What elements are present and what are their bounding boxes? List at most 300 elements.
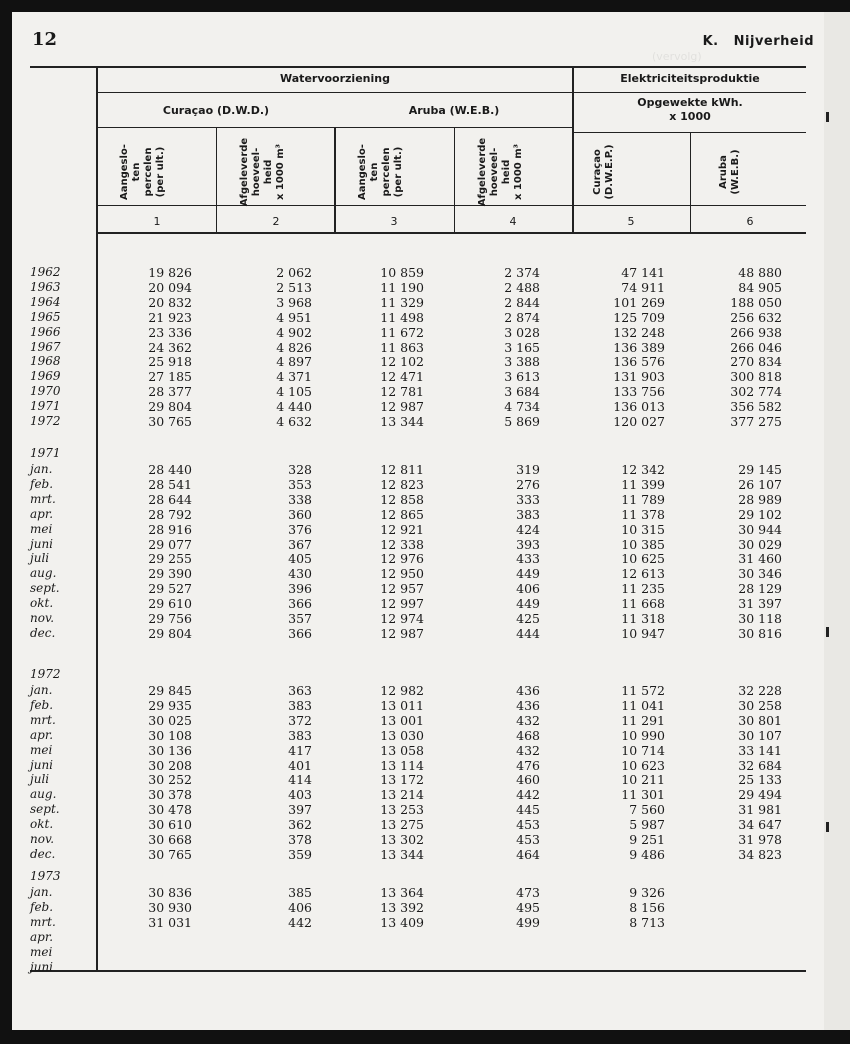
cell-col-5: 101 269 bbox=[613, 294, 665, 310]
cell-col-2: 366 bbox=[288, 596, 312, 612]
row-label: feb. bbox=[30, 697, 54, 712]
row-label: juni bbox=[30, 959, 54, 974]
cell-col-6: 30 346 bbox=[738, 566, 782, 582]
cell-col-5: 11 572 bbox=[621, 683, 665, 698]
cell-col-5: 11 318 bbox=[621, 611, 665, 626]
row-label: juni bbox=[30, 536, 54, 551]
water-electric-divider bbox=[572, 66, 574, 234]
cell-col-4: 3 028 bbox=[504, 324, 540, 340]
block-year-label: 1971 bbox=[30, 446, 61, 460]
col-number-3: 3 bbox=[390, 215, 398, 228]
cell-col-6: 30 944 bbox=[738, 521, 782, 537]
cell-col-4: 2 374 bbox=[504, 265, 540, 280]
row-label: 1972 bbox=[30, 414, 61, 428]
row-label: 1967 bbox=[30, 339, 61, 354]
cell-col-3: 13 302 bbox=[380, 832, 424, 847]
cell-col-6: 302 774 bbox=[730, 384, 782, 400]
cell-col-6: 30 118 bbox=[738, 611, 782, 626]
cell-col-6: 30 816 bbox=[738, 625, 782, 641]
cell-col-4: 393 bbox=[516, 536, 540, 552]
cell-col-5: 8 713 bbox=[629, 914, 665, 930]
cell-col-3: 12 976 bbox=[380, 551, 424, 567]
cell-col-1: 30 836 bbox=[148, 885, 192, 900]
row-label: sept. bbox=[30, 802, 60, 817]
col-number-5: 5 bbox=[627, 215, 635, 228]
row-label: 1963 bbox=[30, 279, 61, 294]
cell-col-6: 256 632 bbox=[730, 309, 782, 325]
cell-col-3: 10 859 bbox=[380, 265, 424, 280]
cell-col-1: 21 923 bbox=[148, 309, 192, 325]
row-label: juni bbox=[30, 757, 54, 772]
cell-col-1: 30 108 bbox=[148, 727, 192, 743]
cell-col-6: 33 141 bbox=[738, 742, 782, 758]
cell-col-1: 29 756 bbox=[148, 611, 192, 626]
cell-col-6: 266 938 bbox=[730, 324, 782, 340]
row-label: feb. bbox=[30, 899, 54, 914]
cell-col-1: 29 610 bbox=[148, 596, 192, 612]
cell-col-2: 4 951 bbox=[276, 309, 312, 325]
cell-col-6: 31 981 bbox=[738, 802, 782, 818]
row-label: 1965 bbox=[30, 309, 61, 324]
col-header-1: Aangeslo- ten percelen (per ult.) bbox=[119, 144, 166, 200]
cell-col-2: 383 bbox=[288, 697, 312, 713]
cell-col-6: 29 145 bbox=[738, 462, 782, 477]
cell-col-2: 2 062 bbox=[276, 265, 312, 280]
block-year-label: 1972 bbox=[30, 667, 61, 681]
row-label: 1966 bbox=[30, 324, 61, 339]
cell-col-6: 29 102 bbox=[738, 506, 782, 522]
row-label: mrt. bbox=[30, 712, 56, 727]
cell-col-1: 30 025 bbox=[148, 712, 192, 728]
bleed-through-text: (vervolg) bbox=[652, 50, 702, 63]
cell-col-1: 30 765 bbox=[148, 846, 192, 862]
row-label: apr. bbox=[30, 929, 54, 944]
cell-col-2: 357 bbox=[288, 611, 312, 626]
cell-col-5: 12 342 bbox=[621, 462, 665, 477]
cell-col-4: 432 bbox=[516, 742, 540, 758]
cell-col-5: 136 576 bbox=[613, 354, 665, 370]
cell-col-3: 13 030 bbox=[380, 727, 424, 743]
cell-col-3: 13 253 bbox=[380, 802, 424, 818]
row-label: mei bbox=[30, 944, 53, 959]
cell-col-2: 359 bbox=[288, 846, 312, 862]
row-label: 1969 bbox=[30, 369, 61, 384]
cell-col-6: 32 228 bbox=[738, 683, 782, 698]
cell-col-6: 30 107 bbox=[738, 727, 782, 743]
cell-col-1: 30 208 bbox=[148, 757, 192, 773]
cell-col-2: 396 bbox=[288, 581, 312, 597]
cell-col-6: 34 647 bbox=[738, 817, 782, 833]
cell-col-1: 29 935 bbox=[148, 697, 192, 713]
row-label: feb. bbox=[30, 476, 54, 491]
cell-col-4: 453 bbox=[516, 817, 540, 833]
cell-col-1: 25 918 bbox=[148, 354, 192, 370]
cell-col-4: 276 bbox=[516, 476, 540, 492]
curacao-aruba-divider bbox=[334, 127, 336, 234]
row-label: okt. bbox=[30, 596, 54, 611]
cell-col-3: 11 498 bbox=[380, 309, 424, 325]
cell-col-3: 13 114 bbox=[380, 757, 424, 773]
col-number-6: 6 bbox=[746, 215, 754, 228]
row-label: nov. bbox=[30, 611, 55, 625]
cell-col-5: 12 613 bbox=[621, 566, 665, 582]
cell-col-5: 10 315 bbox=[621, 521, 665, 537]
block-year-label: 1973 bbox=[30, 869, 61, 883]
cell-col-3: 13 364 bbox=[380, 885, 424, 900]
cell-col-3: 11 190 bbox=[380, 279, 424, 295]
cell-col-3: 12 102 bbox=[380, 354, 424, 370]
cell-col-5: 10 714 bbox=[621, 742, 665, 758]
row-label: jan. bbox=[30, 462, 53, 476]
cell-col-1: 28 916 bbox=[148, 521, 192, 537]
cell-col-2: 403 bbox=[288, 787, 312, 803]
cell-col-3: 12 997 bbox=[380, 596, 424, 612]
cell-col-3: 12 987 bbox=[380, 625, 424, 641]
row-label: apr. bbox=[30, 506, 54, 521]
page-number: 12 bbox=[32, 29, 58, 50]
cell-col-5: 136 013 bbox=[613, 399, 665, 415]
cell-col-4: 436 bbox=[516, 683, 540, 698]
cell-col-2: 4 371 bbox=[276, 369, 312, 385]
cell-col-4: 432 bbox=[516, 712, 540, 728]
cell-col-2: 405 bbox=[288, 551, 312, 567]
cell-col-3: 12 950 bbox=[380, 566, 424, 582]
row-label: 1968 bbox=[30, 354, 61, 369]
top-rule bbox=[30, 66, 806, 68]
cell-col-1: 30 610 bbox=[148, 817, 192, 833]
row-label: juli bbox=[30, 551, 50, 566]
cell-col-5: 132 248 bbox=[613, 324, 665, 340]
cell-col-5: 133 756 bbox=[613, 384, 665, 400]
row-label: mrt. bbox=[30, 491, 56, 506]
cell-col-4: 383 bbox=[516, 506, 540, 522]
cell-col-5: 131 903 bbox=[613, 369, 665, 385]
cell-col-1: 30 136 bbox=[148, 742, 192, 758]
cell-col-2: 414 bbox=[288, 772, 312, 788]
cell-col-5: 74 911 bbox=[621, 279, 665, 295]
header-bottom-rule bbox=[96, 205, 806, 206]
cell-col-4: 319 bbox=[516, 462, 540, 477]
cell-col-2: 4 105 bbox=[276, 384, 312, 400]
cell-col-5: 11 378 bbox=[621, 506, 665, 522]
header-opgewekte-kwh: Opgewekte kWh. x 1000 bbox=[637, 96, 743, 123]
cell-col-6: 356 582 bbox=[730, 399, 782, 415]
cell-col-1: 29 804 bbox=[148, 399, 192, 415]
row-label: dec. bbox=[30, 625, 56, 640]
cell-col-2: 353 bbox=[288, 476, 312, 492]
cell-col-4: 444 bbox=[516, 625, 540, 641]
cell-col-6: 266 046 bbox=[730, 339, 782, 355]
cell-col-6: 26 107 bbox=[738, 476, 782, 492]
cell-col-1: 29 077 bbox=[148, 536, 192, 552]
cell-col-3: 13 214 bbox=[380, 787, 424, 803]
row-label: jan. bbox=[30, 683, 53, 697]
row-label: mrt. bbox=[30, 914, 56, 929]
row-label: jan. bbox=[30, 885, 53, 899]
cell-col-4: 406 bbox=[516, 581, 540, 597]
cell-col-4: 468 bbox=[516, 727, 540, 743]
cell-col-4: 445 bbox=[516, 802, 540, 818]
col-header-5: Curaçao (D.W.E.P.) bbox=[592, 144, 615, 200]
cell-col-4: 495 bbox=[516, 899, 540, 915]
cell-col-5: 11 668 bbox=[621, 596, 665, 612]
cell-col-1: 30 765 bbox=[148, 414, 192, 429]
cell-col-3: 12 338 bbox=[380, 536, 424, 552]
col-header-2: Afgeleverde hoeveel- heid x 1000 m³ bbox=[239, 137, 286, 207]
col-number-4: 4 bbox=[509, 215, 517, 228]
col-header-3: Aangeslo- ten percelen (per ult.) bbox=[357, 144, 404, 200]
subgroup-rule-electric bbox=[572, 132, 806, 133]
cell-col-4: 4 734 bbox=[504, 399, 540, 415]
cell-col-3: 12 987 bbox=[380, 399, 424, 415]
row-label: 1964 bbox=[30, 294, 61, 309]
cell-col-1: 30 378 bbox=[148, 787, 192, 803]
cell-col-2: 378 bbox=[288, 832, 312, 847]
cell-col-5: 9 251 bbox=[629, 832, 665, 847]
cell-col-4: 3 684 bbox=[504, 384, 540, 400]
adjacent-page-edge bbox=[824, 12, 850, 1030]
cell-col-1: 30 930 bbox=[148, 899, 192, 915]
cell-col-4: 464 bbox=[516, 846, 540, 862]
cell-col-6: 31 397 bbox=[738, 596, 782, 612]
cell-col-3: 12 982 bbox=[380, 683, 424, 698]
cell-col-2: 366 bbox=[288, 625, 312, 641]
cell-col-6: 32 684 bbox=[738, 757, 782, 773]
cell-col-2: 4 632 bbox=[276, 414, 312, 429]
cell-col-5: 11 235 bbox=[621, 581, 665, 597]
row-label: nov. bbox=[30, 832, 55, 846]
cell-col-3: 13 011 bbox=[380, 697, 424, 713]
cell-col-2: 417 bbox=[288, 742, 312, 758]
cell-col-1: 30 668 bbox=[148, 832, 192, 847]
cell-col-4: 2 874 bbox=[504, 309, 540, 325]
cell-col-6: 84 905 bbox=[738, 279, 782, 295]
cell-col-2: 4 440 bbox=[276, 399, 312, 415]
cell-col-2: 430 bbox=[288, 566, 312, 582]
cell-col-5: 10 947 bbox=[621, 625, 665, 641]
cell-col-2: 385 bbox=[288, 885, 312, 900]
cell-col-1: 19 826 bbox=[148, 265, 192, 280]
cell-col-2: 367 bbox=[288, 536, 312, 552]
row-label: 1971 bbox=[30, 399, 61, 414]
cell-col-3: 12 921 bbox=[380, 521, 424, 537]
row-label: mei bbox=[30, 521, 53, 536]
bottom-rule bbox=[30, 970, 806, 972]
cell-col-5: 11 041 bbox=[621, 697, 665, 713]
row-label: aug. bbox=[30, 566, 57, 581]
cell-col-2: 401 bbox=[288, 757, 312, 773]
cell-col-2: 3 968 bbox=[276, 294, 312, 310]
col-header-6: Aruba (W.E.B.) bbox=[718, 149, 741, 195]
row-label: 1970 bbox=[30, 384, 61, 399]
cell-col-3: 12 865 bbox=[380, 506, 424, 522]
cell-col-6: 34 823 bbox=[738, 846, 782, 862]
cell-col-4: 3 165 bbox=[504, 339, 540, 355]
cell-col-6: 31 460 bbox=[738, 551, 782, 567]
cell-col-6: 48 880 bbox=[738, 265, 782, 280]
col5-col6-divider bbox=[690, 132, 691, 234]
cell-col-2: 2 513 bbox=[276, 279, 312, 295]
cell-col-2: 397 bbox=[288, 802, 312, 818]
cell-col-3: 12 974 bbox=[380, 611, 424, 626]
cell-col-5: 7 560 bbox=[629, 802, 665, 818]
cell-col-3: 13 409 bbox=[380, 914, 424, 930]
cell-col-3: 13 001 bbox=[380, 712, 424, 728]
cell-col-3: 12 957 bbox=[380, 581, 424, 597]
cell-col-3: 11 329 bbox=[380, 294, 424, 310]
cell-col-1: 29 804 bbox=[148, 625, 192, 641]
cell-col-5: 136 389 bbox=[613, 339, 665, 355]
cell-col-1: 31 031 bbox=[148, 914, 192, 930]
row-label: 1962 bbox=[30, 265, 61, 279]
cell-col-2: 362 bbox=[288, 817, 312, 833]
col1-col2-divider bbox=[216, 127, 217, 234]
row-label: sept. bbox=[30, 581, 60, 596]
cell-col-3: 12 858 bbox=[380, 491, 424, 507]
cell-col-4: 424 bbox=[516, 521, 540, 537]
cell-col-6: 25 133 bbox=[738, 772, 782, 788]
col-number-2: 2 bbox=[272, 215, 280, 228]
cell-col-2: 328 bbox=[288, 462, 312, 477]
cell-col-3: 13 275 bbox=[380, 817, 424, 833]
cell-col-6: 377 275 bbox=[730, 414, 782, 429]
cell-col-2: 4 902 bbox=[276, 324, 312, 340]
header-elektriciteitsproduktie: Elektriciteitsproduktie bbox=[620, 72, 760, 85]
cell-col-3: 12 471 bbox=[380, 369, 424, 385]
cell-col-3: 12 823 bbox=[380, 476, 424, 492]
cell-col-1: 29 845 bbox=[148, 683, 192, 698]
cell-col-1: 29 527 bbox=[148, 581, 192, 597]
cell-col-2: 406 bbox=[288, 899, 312, 915]
cell-col-4: 449 bbox=[516, 566, 540, 582]
cell-col-4: 436 bbox=[516, 697, 540, 713]
cell-col-6: 31 978 bbox=[738, 832, 782, 847]
cell-col-2: 383 bbox=[288, 727, 312, 743]
cell-col-2: 376 bbox=[288, 521, 312, 537]
cell-col-5: 11 789 bbox=[621, 491, 665, 507]
cell-col-4: 425 bbox=[516, 611, 540, 626]
cell-col-2: 363 bbox=[288, 683, 312, 698]
cell-col-4: 333 bbox=[516, 491, 540, 507]
cell-col-4: 2 844 bbox=[504, 294, 540, 310]
cell-col-1: 23 336 bbox=[148, 324, 192, 340]
cell-col-5: 9 486 bbox=[629, 846, 665, 862]
cell-col-2: 338 bbox=[288, 491, 312, 507]
cell-col-1: 24 362 bbox=[148, 339, 192, 355]
header-curacao-dwd: Curaçao (D.W.D.) bbox=[162, 104, 270, 117]
cell-col-6: 28 989 bbox=[738, 491, 782, 507]
cell-col-2: 4 897 bbox=[276, 354, 312, 370]
cell-col-3: 13 344 bbox=[380, 846, 424, 862]
cell-col-6: 188 050 bbox=[730, 294, 782, 310]
cell-col-6: 30 258 bbox=[738, 697, 782, 713]
document-page bbox=[12, 12, 824, 1030]
cell-col-5: 10 385 bbox=[621, 536, 665, 552]
cell-col-4: 473 bbox=[516, 885, 540, 900]
cell-col-6: 30 801 bbox=[738, 712, 782, 728]
cell-col-5: 9 326 bbox=[629, 885, 665, 900]
cell-col-6: 300 818 bbox=[730, 369, 782, 385]
cell-col-3: 12 781 bbox=[380, 384, 424, 400]
cell-col-1: 20 832 bbox=[148, 294, 192, 310]
row-label: aug. bbox=[30, 787, 57, 802]
header-aruba-web: Aruba (W.E.B.) bbox=[408, 104, 500, 117]
cell-col-3: 11 672 bbox=[380, 324, 424, 340]
cell-col-4: 3 613 bbox=[504, 369, 540, 385]
cell-col-6: 270 834 bbox=[730, 354, 782, 370]
cell-col-2: 4 826 bbox=[276, 339, 312, 355]
cell-col-4: 476 bbox=[516, 757, 540, 773]
cell-col-3: 13 344 bbox=[380, 414, 424, 429]
cell-col-6: 28 129 bbox=[738, 581, 782, 597]
cell-col-5: 10 625 bbox=[621, 551, 665, 567]
cell-col-3: 13 058 bbox=[380, 742, 424, 758]
cell-col-1: 28 440 bbox=[148, 462, 192, 477]
cell-col-1: 29 390 bbox=[148, 566, 192, 582]
row-label: juli bbox=[30, 772, 50, 787]
cell-col-1: 27 185 bbox=[148, 369, 192, 385]
cell-col-5: 10 211 bbox=[621, 772, 665, 788]
cell-col-5: 10 990 bbox=[621, 727, 665, 743]
cell-col-4: 433 bbox=[516, 551, 540, 567]
cell-col-1: 28 792 bbox=[148, 506, 192, 522]
cell-col-3: 11 863 bbox=[380, 339, 424, 355]
cell-col-3: 13 392 bbox=[380, 899, 424, 915]
row-label: okt. bbox=[30, 817, 54, 832]
cell-col-1: 28 377 bbox=[148, 384, 192, 400]
cell-col-5: 120 027 bbox=[613, 414, 665, 429]
section-title: K. Nijverheid bbox=[702, 34, 814, 49]
cell-col-5: 8 156 bbox=[629, 899, 665, 915]
group-rule bbox=[96, 92, 806, 93]
cell-col-4: 453 bbox=[516, 832, 540, 847]
cell-col-5: 47 141 bbox=[621, 265, 665, 280]
cell-col-1: 20 094 bbox=[148, 279, 192, 295]
cell-col-5: 11 399 bbox=[621, 476, 665, 492]
stub-divider bbox=[96, 66, 98, 970]
cell-col-2: 442 bbox=[288, 914, 312, 930]
row-label: mei bbox=[30, 742, 53, 757]
header-watervoorziening: Watervoorziening bbox=[280, 72, 390, 85]
cell-col-4: 499 bbox=[516, 914, 540, 930]
colnum-rule bbox=[96, 232, 806, 234]
cell-col-4: 5 869 bbox=[504, 414, 540, 429]
row-label: apr. bbox=[30, 727, 54, 742]
cell-col-6: 29 494 bbox=[738, 787, 782, 803]
cell-col-1: 28 644 bbox=[148, 491, 192, 507]
cell-col-1: 30 478 bbox=[148, 802, 192, 818]
cell-col-1: 28 541 bbox=[148, 476, 192, 492]
cell-col-4: 442 bbox=[516, 787, 540, 803]
cell-col-4: 449 bbox=[516, 596, 540, 612]
cell-col-4: 2 488 bbox=[504, 279, 540, 295]
cell-col-3: 13 172 bbox=[380, 772, 424, 788]
col3-col4-divider bbox=[454, 127, 455, 234]
cell-col-4: 460 bbox=[516, 772, 540, 788]
col-number-1: 1 bbox=[153, 215, 161, 228]
cell-col-6: 30 029 bbox=[738, 536, 782, 552]
cell-col-1: 29 255 bbox=[148, 551, 192, 567]
cell-col-5: 125 709 bbox=[613, 309, 665, 325]
cell-col-5: 10 623 bbox=[621, 757, 665, 773]
cell-col-4: 3 388 bbox=[504, 354, 540, 370]
row-label: dec. bbox=[30, 846, 56, 861]
cell-col-2: 372 bbox=[288, 712, 312, 728]
cell-col-5: 11 291 bbox=[621, 712, 665, 728]
cell-col-5: 11 301 bbox=[621, 787, 665, 803]
cell-col-5: 5 987 bbox=[629, 817, 665, 833]
cell-col-1: 30 252 bbox=[148, 772, 192, 788]
